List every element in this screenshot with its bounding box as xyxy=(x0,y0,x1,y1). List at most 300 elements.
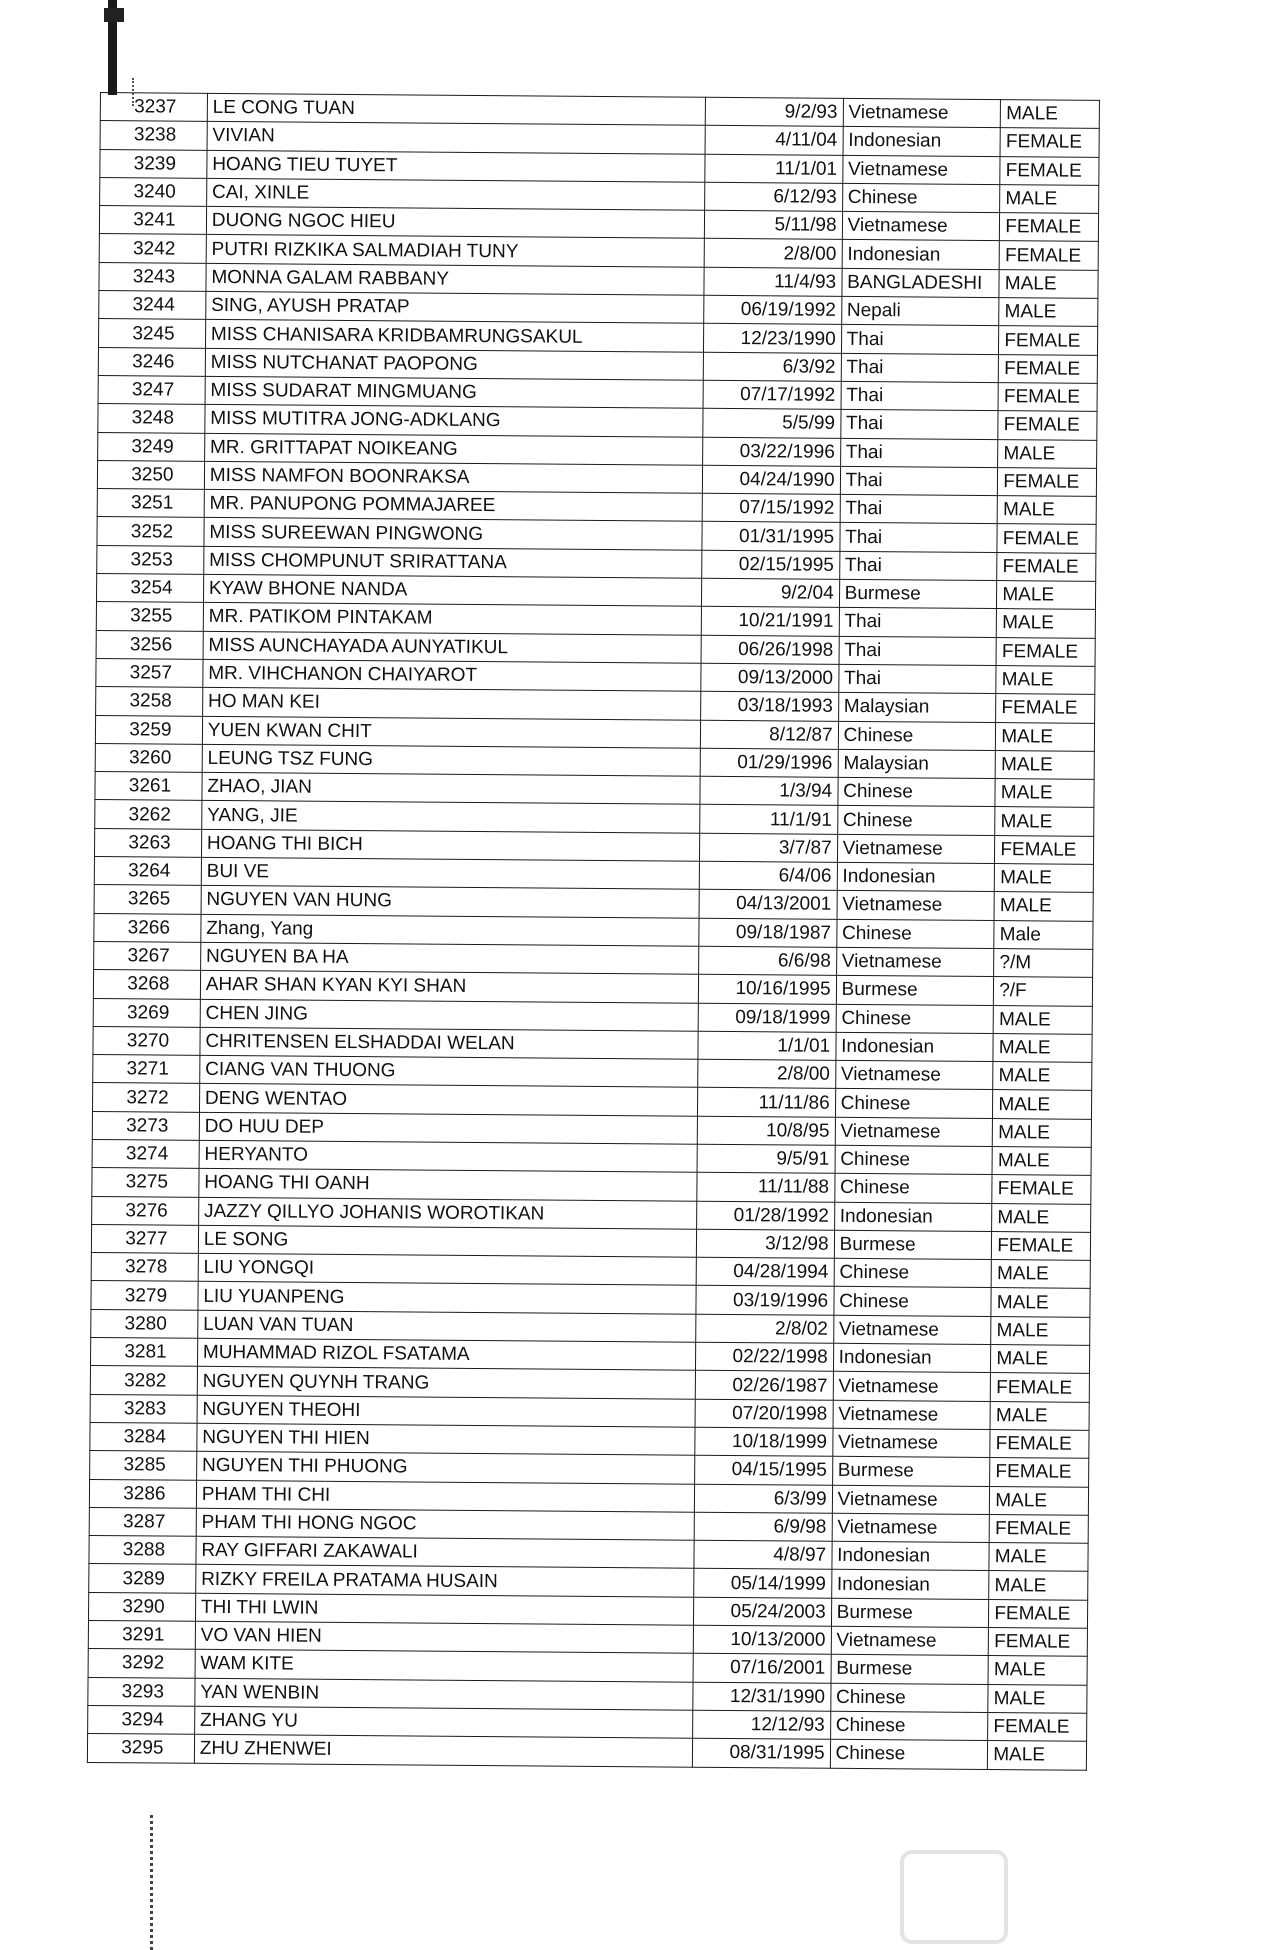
row-dob-cell: 10/8/95 xyxy=(698,1116,836,1145)
row-name-cell: NGUYEN THI HIEN xyxy=(197,1423,696,1455)
row-nationality-cell: Malaysian xyxy=(838,693,996,723)
row-name-cell: HO MAN KEI xyxy=(202,688,701,720)
row-id-cell: 3242 xyxy=(99,234,206,263)
row-gender-cell: MALE xyxy=(988,1656,1087,1685)
row-nationality-cell: Chinese xyxy=(835,1145,993,1175)
row-dob-cell: 03/18/1993 xyxy=(701,691,839,720)
row-id-cell: 3268 xyxy=(93,970,200,999)
row-id-cell: 3240 xyxy=(100,177,207,206)
row-gender-cell: FEMALE xyxy=(990,1429,1089,1458)
row-gender-cell: ?/F xyxy=(994,977,1093,1006)
row-nationality-cell: Vietnamese xyxy=(831,1626,989,1656)
row-id-cell: 3269 xyxy=(93,998,200,1027)
row-gender-cell: FEMALE xyxy=(1000,128,1099,157)
row-nationality-cell: BANGLADESHI xyxy=(842,268,1000,298)
row-id-cell: 3288 xyxy=(89,1536,196,1565)
row-id-cell: 3279 xyxy=(91,1281,198,1310)
row-name-cell: SING, AYUSH PRATAP xyxy=(206,291,705,323)
row-gender-cell: MALE xyxy=(1001,100,1100,129)
row-id-cell: 3263 xyxy=(94,828,201,857)
row-gender-cell: FEMALE xyxy=(991,1373,1090,1402)
row-nationality-cell: Thai xyxy=(839,551,997,581)
row-dob-cell: 03/22/1996 xyxy=(703,437,841,466)
row-nationality-cell: Vietnamese xyxy=(837,834,995,864)
row-nationality-cell: Burmese xyxy=(834,1230,992,1260)
row-name-cell: DO HUU DEP xyxy=(199,1112,698,1144)
row-dob-cell: 03/19/1996 xyxy=(696,1286,834,1315)
row-id-cell: 3245 xyxy=(98,319,205,348)
row-id-cell: 3275 xyxy=(92,1168,199,1197)
row-dob-cell: 09/18/1987 xyxy=(699,918,837,947)
row-dob-cell: 3/12/98 xyxy=(697,1229,835,1258)
row-dob-cell: 02/22/1998 xyxy=(696,1342,834,1371)
row-id-cell: 3255 xyxy=(96,602,203,631)
row-gender-cell: FEMALE xyxy=(992,1231,1091,1260)
row-nationality-cell: Chinese xyxy=(834,1174,992,1204)
row-name-cell: JAZZY QILLYO JOHANIS WOROTIKAN xyxy=(198,1197,697,1229)
row-id-cell: 3262 xyxy=(95,800,202,829)
row-nationality-cell: Vietnamese xyxy=(835,1117,993,1147)
row-nationality-cell: Burmese xyxy=(831,1598,989,1628)
row-gender-cell: MALE xyxy=(989,1543,1088,1572)
row-name-cell: HOANG TIEU TUYET xyxy=(207,150,706,182)
row-dob-cell: 9/2/04 xyxy=(702,578,840,607)
row-name-cell: CHRITENSEN ELSHADDAI WELAN xyxy=(200,1027,699,1059)
row-gender-cell: MALE xyxy=(988,1684,1087,1713)
row-nationality-cell: Vietnamese xyxy=(842,212,1000,242)
scan-speckle-bottom xyxy=(150,1815,159,1950)
row-name-cell: VIVIAN xyxy=(207,122,706,154)
row-name-cell: NGUYEN THEOHI xyxy=(197,1395,696,1427)
row-gender-cell: MALE xyxy=(996,665,1095,694)
row-nationality-cell: Indonesian xyxy=(842,240,1000,270)
row-id-cell: 3257 xyxy=(96,658,203,687)
row-nationality-cell: Vietnamese xyxy=(833,1372,991,1402)
row-dob-cell: 04/24/1990 xyxy=(703,465,841,494)
row-gender-cell: FEMALE xyxy=(997,524,1096,553)
row-nationality-cell: Burmese xyxy=(832,1457,990,1487)
row-nationality-cell: Indonesian xyxy=(837,862,995,892)
row-gender-cell: FEMALE xyxy=(988,1712,1087,1741)
row-nationality-cell: Thai xyxy=(839,608,997,638)
row-dob-cell: 05/14/1999 xyxy=(694,1569,832,1598)
row-id-cell: 3282 xyxy=(90,1366,197,1395)
row-nationality-cell: Chinese xyxy=(838,721,996,751)
row-nationality-cell: Thai xyxy=(840,410,998,440)
row-gender-cell: ?/M xyxy=(994,948,1093,977)
row-dob-cell: 12/23/1990 xyxy=(704,324,842,353)
row-gender-cell: MALE xyxy=(990,1486,1089,1515)
row-name-cell: KYAW BHONE NANDA xyxy=(203,574,702,606)
row-nationality-cell: Chinese xyxy=(838,777,996,807)
row-id-cell: 3290 xyxy=(88,1592,195,1621)
row-id-cell: 3292 xyxy=(88,1649,195,1678)
watermark xyxy=(900,1840,1270,1945)
row-gender-cell: MALE xyxy=(994,892,1093,921)
row-id-cell: 3276 xyxy=(92,1196,199,1225)
row-nationality-cell: Vietnamese xyxy=(833,1315,991,1345)
row-name-cell: CAI, XINLE xyxy=(206,178,705,210)
row-id-cell: 3254 xyxy=(96,574,203,603)
row-id-cell: 3287 xyxy=(89,1507,196,1536)
row-gender-cell: FEMALE xyxy=(998,411,1097,440)
row-gender-cell: FEMALE xyxy=(995,835,1094,864)
row-dob-cell: 2/8/02 xyxy=(696,1314,834,1343)
row-nationality-cell: Chinese xyxy=(834,1287,992,1317)
row-gender-cell: MALE xyxy=(991,1316,1090,1345)
row-name-cell: LE CONG TUAN xyxy=(207,93,706,125)
row-dob-cell: 07/17/1992 xyxy=(703,380,841,409)
row-id-cell: 3247 xyxy=(98,375,205,404)
row-nationality-cell: Indonesian xyxy=(833,1343,991,1373)
row-nationality-cell: Thai xyxy=(840,523,998,553)
row-dob-cell: 07/16/2001 xyxy=(693,1654,831,1683)
row-name-cell: MISS MUTITRA JONG-ADKLANG xyxy=(205,405,704,437)
row-dob-cell: 1/1/01 xyxy=(698,1031,836,1060)
row-dob-cell: 5/11/98 xyxy=(705,210,843,239)
row-name-cell: MR. PANUPONG POMMAJAREE xyxy=(204,489,703,521)
row-id-cell: 3249 xyxy=(98,432,205,461)
row-id-cell: 3261 xyxy=(95,772,202,801)
row-dob-cell: 6/9/98 xyxy=(694,1512,832,1541)
row-gender-cell: MALE xyxy=(995,864,1094,893)
row-gender-cell: MALE xyxy=(997,609,1096,638)
row-nationality-cell: Vietnamese xyxy=(832,1428,990,1458)
row-gender-cell: MALE xyxy=(998,439,1097,468)
row-gender-cell: MALE xyxy=(993,1062,1092,1091)
row-gender-cell: MALE xyxy=(989,1571,1088,1600)
row-id-cell: 3274 xyxy=(92,1139,199,1168)
row-name-cell: RIZKY FREILA PRATAMA HUSAIN xyxy=(196,1565,695,1597)
row-name-cell: MISS NAMFON BOONRAKSA xyxy=(204,461,703,493)
row-gender-cell: FEMALE xyxy=(996,637,1095,666)
row-gender-cell: MALE xyxy=(997,581,1096,610)
row-gender-cell: MALE xyxy=(991,1260,1090,1289)
row-gender-cell: MALE xyxy=(992,1203,1091,1232)
row-gender-cell: MALE xyxy=(991,1345,1090,1374)
row-dob-cell: 2/8/00 xyxy=(704,239,842,268)
row-dob-cell: 06/26/1998 xyxy=(701,635,839,664)
row-gender-cell: MALE xyxy=(993,1033,1092,1062)
row-dob-cell: 04/28/1994 xyxy=(696,1257,834,1286)
row-dob-cell: 10/16/1995 xyxy=(699,974,837,1003)
row-gender-cell: FEMALE xyxy=(996,694,1095,723)
row-name-cell: PHAM THI CHI xyxy=(196,1480,695,1512)
row-dob-cell: 6/12/93 xyxy=(705,182,843,211)
row-id-cell: 3246 xyxy=(98,347,205,376)
row-dob-cell: 01/29/1996 xyxy=(700,748,838,777)
row-nationality-cell: Indonesian xyxy=(843,127,1001,157)
row-dob-cell: 07/15/1992 xyxy=(702,493,840,522)
row-gender-cell: Male xyxy=(994,920,1093,949)
watermark-logo xyxy=(900,1850,1008,1944)
row-id-cell: 3267 xyxy=(94,941,201,970)
row-gender-cell: MALE xyxy=(999,269,1098,298)
row-id-cell: 3277 xyxy=(91,1224,198,1253)
roster-table xyxy=(87,92,1100,1770)
row-nationality-cell: Vietnamese xyxy=(835,1060,993,1090)
row-name-cell: AHAR SHAN KYAN KYI SHAN xyxy=(200,971,699,1003)
row-name-cell: ZHAO, JIAN xyxy=(202,772,701,804)
row-nationality-cell: Burmese xyxy=(831,1655,989,1685)
row-gender-cell: FEMALE xyxy=(999,241,1098,270)
row-nationality-cell: Chinese xyxy=(830,1740,988,1770)
row-dob-cell: 01/31/1995 xyxy=(702,522,840,551)
row-id-cell: 3281 xyxy=(90,1338,197,1367)
row-nationality-cell: Thai xyxy=(839,636,997,666)
row-gender-cell: MALE xyxy=(988,1741,1087,1770)
row-id-cell: 3238 xyxy=(100,121,207,150)
row-id-cell: 3239 xyxy=(100,149,207,178)
row-name-cell: MISS SUREEWAN PINGWONG xyxy=(204,518,703,550)
row-gender-cell: FEMALE xyxy=(999,326,1098,355)
row-gender-cell: MALE xyxy=(990,1401,1089,1430)
row-name-cell: THI THI LWIN xyxy=(195,1593,694,1625)
row-gender-cell: MALE xyxy=(1000,184,1099,213)
row-dob-cell: 9/2/93 xyxy=(706,97,844,126)
row-name-cell: RAY GIFFARI ZAKAWALI xyxy=(196,1536,695,1568)
row-nationality-cell: Chinese xyxy=(842,183,1000,213)
row-gender-cell: MALE xyxy=(995,779,1094,808)
row-nationality-cell: Chinese xyxy=(836,1004,994,1034)
row-nationality-cell: Thai xyxy=(840,438,998,468)
scan-edge-mark-top xyxy=(104,8,124,22)
row-name-cell: CIANG VAN THUONG xyxy=(200,1055,699,1087)
row-name-cell: NGUYEN VAN HUNG xyxy=(201,886,700,918)
row-gender-cell: MALE xyxy=(993,1005,1092,1034)
row-id-cell: 3278 xyxy=(91,1253,198,1282)
row-dob-cell: 6/4/06 xyxy=(700,861,838,890)
row-id-cell: 3260 xyxy=(95,743,202,772)
row-gender-cell: MALE xyxy=(995,807,1094,836)
row-dob-cell: 12/12/93 xyxy=(693,1710,831,1739)
row-dob-cell: 1/3/94 xyxy=(700,776,838,805)
row-name-cell: MISS CHOMPUNUT SRIRATTANA xyxy=(204,546,703,578)
row-id-cell: 3289 xyxy=(89,1564,196,1593)
row-id-cell: 3293 xyxy=(88,1677,195,1706)
row-nationality-cell: Thai xyxy=(841,381,999,411)
row-id-cell: 3291 xyxy=(88,1620,195,1649)
row-dob-cell: 11/11/88 xyxy=(697,1173,835,1202)
row-nationality-cell: Thai xyxy=(841,353,999,383)
row-name-cell: DENG WENTAO xyxy=(199,1084,698,1116)
row-nationality-cell: Burmese xyxy=(839,579,997,609)
row-dob-cell: 6/6/98 xyxy=(699,946,837,975)
row-id-cell: 3264 xyxy=(94,856,201,885)
row-nationality-cell: Chinese xyxy=(830,1711,988,1741)
row-name-cell: YAN WENBIN xyxy=(195,1678,694,1710)
row-dob-cell: 8/12/87 xyxy=(701,720,839,749)
row-id-cell: 3266 xyxy=(94,913,201,942)
row-gender-cell: FEMALE xyxy=(998,383,1097,412)
row-id-cell: 3286 xyxy=(89,1479,196,1508)
row-gender-cell: MALE xyxy=(995,750,1094,779)
row-name-cell: MR. VIHCHANON CHAIYAROT xyxy=(203,659,702,691)
row-name-cell: MR. GRITTAPAT NOIKEANG xyxy=(204,433,703,465)
row-id-cell: 3258 xyxy=(96,687,203,716)
row-id-cell: 3265 xyxy=(94,885,201,914)
row-nationality-cell: Chinese xyxy=(836,919,994,949)
row-gender-cell: MALE xyxy=(997,496,1096,525)
row-dob-cell: 02/15/1995 xyxy=(702,550,840,579)
row-gender-cell: FEMALE xyxy=(990,1458,1089,1487)
row-dob-cell: 04/15/1995 xyxy=(695,1455,833,1484)
row-dob-cell: 06/19/1992 xyxy=(704,295,842,324)
row-gender-cell: MALE xyxy=(996,722,1095,751)
row-id-cell: 3248 xyxy=(98,404,205,433)
row-nationality-cell: Vietnamese xyxy=(842,155,1000,185)
row-id-cell: 3243 xyxy=(99,262,206,291)
row-id-cell: 3272 xyxy=(92,1083,199,1112)
row-id-cell: 3251 xyxy=(97,489,204,518)
row-dob-cell: 10/21/1991 xyxy=(702,607,840,636)
row-id-cell: 3284 xyxy=(90,1422,197,1451)
row-dob-cell: 5/5/99 xyxy=(703,409,841,438)
row-dob-cell: 11/1/91 xyxy=(700,805,838,834)
row-id-cell: 3271 xyxy=(93,1055,200,1084)
row-dob-cell: 07/20/1998 xyxy=(695,1399,833,1428)
row-dob-cell: 10/18/1999 xyxy=(695,1427,833,1456)
row-dob-cell: 4/8/97 xyxy=(694,1540,832,1569)
row-nationality-cell: Indonesian xyxy=(832,1541,990,1571)
row-id-cell: 3285 xyxy=(90,1451,197,1480)
row-name-cell: HOANG THI OANH xyxy=(199,1169,698,1201)
row-gender-cell: MALE xyxy=(992,1147,1091,1176)
row-name-cell: MISS SUDARAT MINGMUANG xyxy=(205,376,704,408)
row-name-cell: WAM KITE xyxy=(195,1650,694,1682)
row-gender-cell: MALE xyxy=(993,1118,1092,1147)
row-name-cell: BUI VE xyxy=(201,857,700,889)
row-name-cell: MONNA GALAM RABBANY xyxy=(206,263,705,295)
row-name-cell: YUEN KWAN CHIT xyxy=(202,716,701,748)
row-gender-cell: FEMALE xyxy=(992,1175,1091,1204)
row-name-cell: LUAN VAN TUAN xyxy=(198,1310,697,1342)
row-id-cell: 3250 xyxy=(97,460,204,489)
row-name-cell: LEUNG TSZ FUNG xyxy=(202,744,701,776)
row-gender-cell: FEMALE xyxy=(998,467,1097,496)
row-name-cell: DUONG NGOC HIEU xyxy=(206,207,705,239)
row-id-cell: 3270 xyxy=(93,1026,200,1055)
row-dob-cell: 9/5/91 xyxy=(697,1144,835,1173)
row-name-cell: MISS AUNCHAYADA AUNYATIKUL xyxy=(203,631,702,663)
row-name-cell: ZHU ZHENWEI xyxy=(194,1735,693,1767)
row-dob-cell: 3/7/87 xyxy=(700,833,838,862)
row-id-cell: 3244 xyxy=(99,291,206,320)
row-gender-cell: FEMALE xyxy=(989,1514,1088,1543)
row-nationality-cell: Burmese xyxy=(836,976,994,1006)
row-nationality-cell: Chinese xyxy=(834,1258,992,1288)
row-nationality-cell: Vietnamese xyxy=(832,1485,990,1515)
row-dob-cell: 11/11/86 xyxy=(698,1088,836,1117)
row-dob-cell: 11/4/93 xyxy=(704,267,842,296)
row-dob-cell: 6/3/92 xyxy=(704,352,842,381)
row-id-cell: 3237 xyxy=(100,93,207,122)
row-dob-cell: 08/31/1995 xyxy=(693,1738,831,1767)
row-nationality-cell: Vietnamese xyxy=(832,1513,990,1543)
row-gender-cell: FEMALE xyxy=(989,1599,1088,1628)
row-id-cell: 3256 xyxy=(96,630,203,659)
row-gender-cell: FEMALE xyxy=(1000,156,1099,185)
row-name-cell: NGUYEN QUYNH TRANG xyxy=(197,1367,696,1399)
row-nationality-cell: Indonesian xyxy=(831,1570,989,1600)
row-name-cell: MISS NUTCHANAT PAOPONG xyxy=(205,348,704,380)
row-name-cell: MUHAMMAD RIZOL FSATAMA xyxy=(197,1338,696,1370)
row-id-cell: 3273 xyxy=(92,1111,199,1140)
row-gender-cell: MALE xyxy=(999,298,1098,327)
row-name-cell: HERYANTO xyxy=(199,1140,698,1172)
row-name-cell: NGUYEN BA HA xyxy=(200,942,699,974)
row-gender-cell: MALE xyxy=(993,1090,1092,1119)
row-dob-cell: 04/13/2001 xyxy=(699,890,837,919)
row-nationality-cell: Vietnamese xyxy=(837,891,995,921)
row-nationality-cell: Thai xyxy=(841,325,999,355)
row-dob-cell: 02/26/1987 xyxy=(696,1371,834,1400)
row-id-cell: 3241 xyxy=(99,206,206,235)
row-gender-cell: FEMALE xyxy=(989,1628,1088,1657)
row-gender-cell: MALE xyxy=(991,1288,1090,1317)
row-name-cell: LIU YUANPENG xyxy=(198,1282,697,1314)
row-id-cell: 3280 xyxy=(91,1309,198,1338)
row-id-cell: 3253 xyxy=(97,545,204,574)
row-nationality-cell: Malaysian xyxy=(838,749,996,779)
row-name-cell: PUTRI RIZKIKA SALMADIAH TUNY xyxy=(206,235,705,267)
row-id-cell: 3259 xyxy=(95,715,202,744)
row-dob-cell: 2/8/00 xyxy=(698,1059,836,1088)
row-nationality-cell: Thai xyxy=(840,466,998,496)
row-nationality-cell: Vietnamese xyxy=(843,98,1001,128)
row-id-cell: 3295 xyxy=(87,1734,194,1763)
row-name-cell: HOANG THI BICH xyxy=(201,829,700,861)
row-name-cell: ZHANG YU xyxy=(194,1706,693,1738)
row-nationality-cell: Thai xyxy=(838,664,996,694)
row-nationality-cell: Indonesian xyxy=(834,1202,992,1232)
row-nationality-cell: Chinese xyxy=(830,1683,988,1713)
row-dob-cell: 6/3/99 xyxy=(695,1484,833,1513)
row-gender-cell: FEMALE xyxy=(999,354,1098,383)
row-nationality-cell: Nepali xyxy=(841,296,999,326)
row-nationality-cell: Indonesian xyxy=(836,1032,994,1062)
row-name-cell: MR. PATIKOM PINTAKAM xyxy=(203,603,702,635)
roster-table-body xyxy=(87,93,1099,1770)
row-gender-cell: FEMALE xyxy=(1000,213,1099,242)
row-name-cell: CHEN JING xyxy=(200,999,699,1031)
row-dob-cell: 01/28/1992 xyxy=(697,1201,835,1230)
row-name-cell: LIU YONGQI xyxy=(198,1253,697,1285)
row-nationality-cell: Vietnamese xyxy=(833,1400,991,1430)
row-dob-cell: 12/31/1990 xyxy=(693,1682,831,1711)
row-name-cell: LE SONG xyxy=(198,1225,697,1257)
row-dob-cell: 09/13/2000 xyxy=(701,663,839,692)
row-nationality-cell: Chinese xyxy=(837,806,995,836)
row-id-cell: 3283 xyxy=(90,1394,197,1423)
row-dob-cell: 05/24/2003 xyxy=(694,1597,832,1626)
row-name-cell: Zhang, Yang xyxy=(201,914,700,946)
row-name-cell: YANG, JIE xyxy=(202,801,701,833)
row-name-cell: VO VAN HIEN xyxy=(195,1621,694,1653)
row-nationality-cell: Chinese xyxy=(835,1089,993,1119)
row-id-cell: 3294 xyxy=(88,1705,195,1734)
row-dob-cell: 4/11/04 xyxy=(705,126,843,155)
row-id-cell: 3252 xyxy=(97,517,204,546)
row-nationality-cell: Vietnamese xyxy=(836,947,994,977)
row-name-cell: MISS CHANISARA KRIDBAMRUNGSAKUL xyxy=(205,320,704,352)
row-dob-cell: 11/1/01 xyxy=(705,154,843,183)
row-dob-cell: 10/13/2000 xyxy=(694,1625,832,1654)
row-nationality-cell: Thai xyxy=(840,494,998,524)
row-name-cell: NGUYEN THI PHUONG xyxy=(196,1452,695,1484)
roster-sheet xyxy=(87,92,1100,1770)
row-dob-cell: 09/18/1999 xyxy=(698,1003,836,1032)
